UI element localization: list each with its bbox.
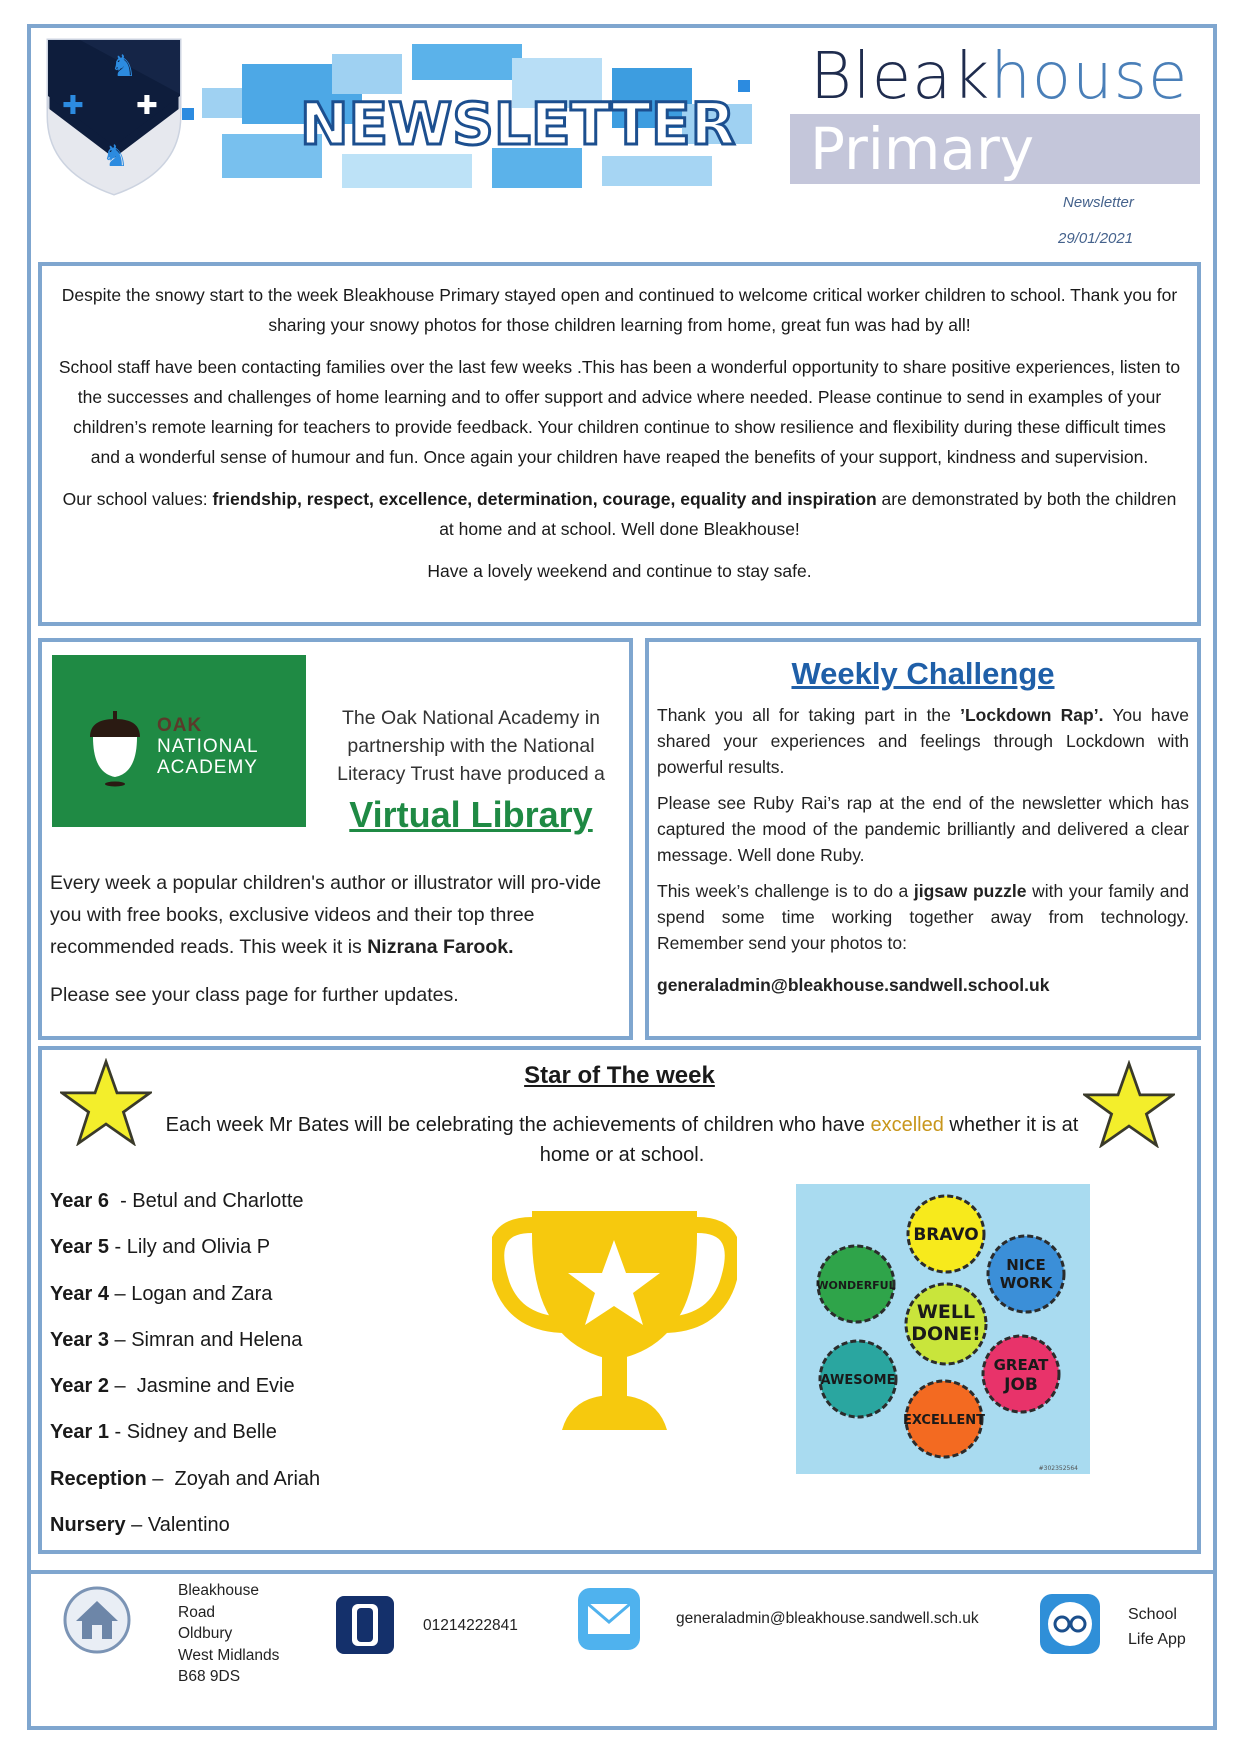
oak-further-updates: Please see your class page for further updates. [50,984,459,1006]
intro-paragraph-2: School staff have been contacting families over the last few weeks .This has been a wonderful opportunity to share positive experiences, listen to the successes and challenges of home learning and to offer support and advice where needed. Please continue to send in examples of your children’s remote learning for teachers to provide feedback. Your children continue to show resilience and flexibility during these difficult times and a wonderful sense of humour and fun. Once again your children have reaped the benefits of your support, kindness and supervision. [58,357,1181,467]
intro-box [38,262,1201,626]
home-icon [62,1585,132,1655]
star-of-week-description: Each week Mr Bates will be celebrating the achievements of children who have excelled whether it is at home or at school. [165,1114,1079,1166]
year-row: Year 3 – Simran and Helena [50,1328,303,1351]
featured-author: Nizrana Farook. [367,936,514,958]
newsletter-label: Newsletter [1063,194,1134,211]
footer-address: Bleakhouse Road Oldbury West Midlands B68 9DS [178,1582,280,1685]
year-row: Year 6 - Betul and Charlotte [50,1190,304,1212]
weekly-challenge-heading: Weekly Challenge [791,656,1055,691]
praise-word: JOB [1004,1375,1038,1395]
challenge-email-link[interactable]: generaladmin@bleakhouse.sandwell.school.uk [657,975,1050,995]
star-of-week-heading: Star of The week [524,1062,715,1089]
intro-paragraph-1: Despite the snowy start to the week Bleakhouse Primary stayed open and continued to welcome critical worker children to school. Thank you for sharing your snowy photos for those children learning from home, great fun was had by all! [61,285,1178,335]
intro-paragraph-values: Our school values: friendship, respect, excellence, determination, courage, equality and inspiration are demonstrated by both the children at home and at school. Well done Bleakhouse! [62,489,1177,539]
footer-email[interactable]: generaladmin@bleakhouse.sandwell.sch.uk [676,1610,979,1627]
praise-word: WORK [999,1274,1053,1292]
weekly-challenge-box [645,638,1201,1040]
year-row: Year 2 – Jasmine and Evie [50,1375,295,1398]
app-icon [1038,1592,1102,1656]
mail-icon [576,1586,642,1652]
svg-text:✚: ✚ [62,91,84,121]
newsletter-date: 29/01/2021 [1058,230,1134,247]
oak-academy-logo [52,655,306,827]
trophy-icon [492,1195,737,1455]
praise-watermark: #302352564 [1038,1465,1078,1472]
svg-text:♞: ♞ [110,49,137,84]
svg-text:✚: ✚ [136,91,158,121]
acorn-icon [84,707,146,787]
oak-academy-box [38,638,633,1040]
praise-word: WELL [916,1301,976,1323]
praise-word: AWESOME [820,1373,896,1388]
year-row: Year 5 - Lily and Olivia P [50,1236,271,1259]
oak-logo-word-3: ACADEMY [157,757,258,778]
praise-word: WONDERFUL [816,1279,896,1292]
praise-word: BRAVO [913,1225,979,1245]
praise-stickers-image [796,1184,1090,1474]
school-crest-icon [44,36,184,198]
newsletter-banner [182,44,772,194]
oak-logo-word-2: NATIONAL [157,736,259,757]
challenge-paragraph-1: Thank you all for taking part in the ’Lockdown Rap’. You have shared your experiences and feelings through Lockdown with powerful results. [657,705,1190,777]
praise-word: DONE! [911,1323,981,1345]
oak-intro-text: The Oak National Academy in partnership with the National Literacy Trust have produced a [337,707,605,785]
praise-word: NICE [1006,1256,1046,1274]
challenge-paragraph-3: This week’s challenge is to do a jigsaw puzzle with your family and spend some time working together away from technology. Remember send your photos to: [657,881,1190,953]
intro-paragraph-4: Have a lovely weekend and continue to stay safe. [427,561,812,581]
phone-icon [334,1594,396,1656]
oak-body-text: Every week a popular children's author or illustrator will pro-vide you with free books, exclusive videos and their top three recommended reads. This week it is Nizrana Farook. [50,872,602,958]
footer-divider [27,1570,1217,1574]
school-values: friendship, respect, excellence, determination, courage, equality and inspiration [212,489,877,509]
year-row: Year 4 – Logan and Zara [50,1282,273,1305]
star-of-week-box [38,1046,1201,1554]
svg-text:♞: ♞ [102,139,129,174]
challenge-paragraph-2: Please see Ruby Rai’s rap at the end of the newsletter which has captured the mood of the pandemic brilliantly and delivered a clear message. Well done Ruby. [657,793,1189,865]
school-name-line2: Primary School [810,115,1035,251]
virtual-library-heading[interactable]: Virtual Library [349,794,593,835]
praise-word: EXCELLENT [902,1413,986,1428]
year-row: Reception – Zoyah and Ariah [50,1467,321,1490]
footer-app: School Life App [1128,1606,1186,1648]
school-name-line1: Bleakhouse [810,40,1189,114]
praise-word: GREAT [993,1356,1049,1374]
banner-text: NEWSLETTER [300,90,736,158]
oak-logo-word-1: OAK [157,715,203,736]
footer-phone[interactable]: 01214222841 [423,1617,518,1634]
year-list [50,1190,320,1560]
year-row: Year 1 - Sidney and Belle [50,1421,277,1444]
year-row: Nursery – Valentino [50,1514,230,1537]
